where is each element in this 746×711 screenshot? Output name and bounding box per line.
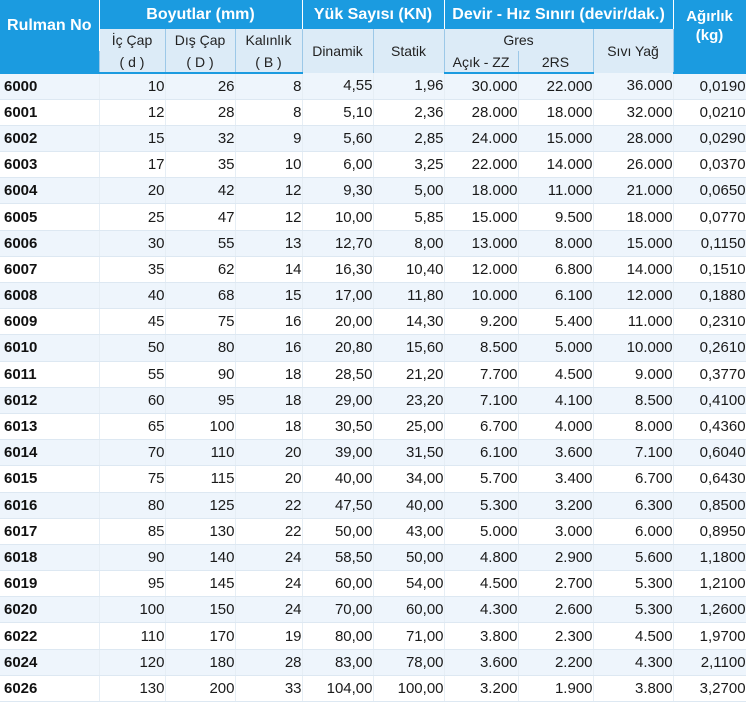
inner-diameter-cell: 30 xyxy=(99,230,165,256)
speed-open-zz-cell: 30.000 xyxy=(444,73,518,99)
static-load-cell: 43,00 xyxy=(373,518,444,544)
bearing-code-cell: 6006 xyxy=(0,230,99,256)
table-row xyxy=(0,649,746,675)
inner-diameter-cell: 10 xyxy=(99,73,165,99)
header-boyutlar: Boyutlar (mm) xyxy=(99,0,302,29)
table-row xyxy=(0,597,746,623)
static-load-cell: 60,00 xyxy=(373,597,444,623)
inner-diameter-cell: 50 xyxy=(99,335,165,361)
dynamic-load-cell: 47,50 xyxy=(302,492,373,518)
table-row xyxy=(0,413,746,439)
speed-open-zz-cell: 5.300 xyxy=(444,492,518,518)
dynamic-load-cell: 28,50 xyxy=(302,361,373,387)
speed-open-zz-cell: 4.500 xyxy=(444,571,518,597)
bearing-code-cell: 6002 xyxy=(0,125,99,151)
width-cell: 14 xyxy=(235,256,302,282)
width-cell: 9 xyxy=(235,125,302,151)
width-cell: 33 xyxy=(235,675,302,701)
bearing-code-cell: 6000 xyxy=(0,73,99,99)
speed-open-zz-cell: 3.200 xyxy=(444,675,518,701)
header-B: ( B ) xyxy=(235,51,302,73)
speed-open-zz-cell: 8.500 xyxy=(444,335,518,361)
width-cell: 19 xyxy=(235,623,302,649)
speed-open-zz-cell: 10.000 xyxy=(444,283,518,309)
speed-oil-cell: 5.300 xyxy=(593,571,673,597)
header-dinamik: Dinamik xyxy=(302,29,373,73)
speed-oil-cell: 8.500 xyxy=(593,387,673,413)
weight-cell: 0,0650 xyxy=(673,178,746,204)
table-row xyxy=(0,361,746,387)
speed-2rs-cell: 3.000 xyxy=(518,518,593,544)
speed-open-zz-cell: 5.700 xyxy=(444,466,518,492)
outer-diameter-cell: 32 xyxy=(165,125,235,151)
header-kalinlik: Kalınlık xyxy=(235,29,302,51)
weight-cell: 0,2610 xyxy=(673,335,746,361)
weight-cell: 0,1880 xyxy=(673,283,746,309)
speed-open-zz-cell: 13.000 xyxy=(444,230,518,256)
weight-cell: 1,9700 xyxy=(673,623,746,649)
inner-diameter-cell: 12 xyxy=(99,99,165,125)
speed-oil-cell: 12.000 xyxy=(593,283,673,309)
bearing-code-cell: 6012 xyxy=(0,387,99,413)
bearing-code-cell: 6019 xyxy=(0,571,99,597)
speed-oil-cell: 6.000 xyxy=(593,518,673,544)
speed-open-zz-cell: 28.000 xyxy=(444,99,518,125)
outer-diameter-cell: 80 xyxy=(165,335,235,361)
weight-cell: 1,2100 xyxy=(673,571,746,597)
width-cell: 20 xyxy=(235,466,302,492)
speed-2rs-cell: 4.500 xyxy=(518,361,593,387)
weight-cell: 0,4360 xyxy=(673,413,746,439)
speed-oil-cell: 9.000 xyxy=(593,361,673,387)
inner-diameter-cell: 45 xyxy=(99,309,165,335)
outer-diameter-cell: 55 xyxy=(165,230,235,256)
weight-cell: 0,8500 xyxy=(673,492,746,518)
bearing-code-cell: 6013 xyxy=(0,413,99,439)
speed-2rs-cell: 2.600 xyxy=(518,597,593,623)
bearing-code-cell: 6003 xyxy=(0,152,99,178)
static-load-cell: 40,00 xyxy=(373,492,444,518)
bearing-code-cell: 6008 xyxy=(0,283,99,309)
bearing-code-cell: 6022 xyxy=(0,623,99,649)
bearing-code-cell: 6014 xyxy=(0,440,99,466)
weight-cell: 0,1510 xyxy=(673,256,746,282)
table-row xyxy=(0,230,746,256)
weight-cell: 1,1800 xyxy=(673,544,746,570)
speed-2rs-cell: 3.200 xyxy=(518,492,593,518)
dynamic-load-cell: 40,00 xyxy=(302,466,373,492)
speed-open-zz-cell: 3.800 xyxy=(444,623,518,649)
outer-diameter-cell: 90 xyxy=(165,361,235,387)
static-load-cell: 10,40 xyxy=(373,256,444,282)
speed-2rs-cell: 11.000 xyxy=(518,178,593,204)
header-rulman-no-fill xyxy=(0,51,99,73)
bearing-code-cell: 6018 xyxy=(0,544,99,570)
dynamic-load-cell: 60,00 xyxy=(302,571,373,597)
bearing-code-cell: 6009 xyxy=(0,309,99,335)
static-load-cell: 21,20 xyxy=(373,361,444,387)
outer-diameter-cell: 95 xyxy=(165,387,235,413)
static-load-cell: 3,25 xyxy=(373,152,444,178)
speed-open-zz-cell: 22.000 xyxy=(444,152,518,178)
outer-diameter-cell: 35 xyxy=(165,152,235,178)
speed-oil-cell: 8.000 xyxy=(593,413,673,439)
weight-cell: 0,2310 xyxy=(673,309,746,335)
outer-diameter-cell: 75 xyxy=(165,309,235,335)
static-load-cell: 1,96 xyxy=(373,73,444,99)
outer-diameter-cell: 125 xyxy=(165,492,235,518)
speed-open-zz-cell: 15.000 xyxy=(444,204,518,230)
outer-diameter-cell: 115 xyxy=(165,466,235,492)
outer-diameter-cell: 140 xyxy=(165,544,235,570)
speed-oil-cell: 21.000 xyxy=(593,178,673,204)
inner-diameter-cell: 75 xyxy=(99,466,165,492)
weight-cell: 3,2700 xyxy=(673,675,746,701)
dynamic-load-cell: 20,80 xyxy=(302,335,373,361)
dynamic-load-cell: 104,00 xyxy=(302,675,373,701)
dynamic-load-cell: 39,00 xyxy=(302,440,373,466)
width-cell: 20 xyxy=(235,440,302,466)
static-load-cell: 11,80 xyxy=(373,283,444,309)
inner-diameter-cell: 40 xyxy=(99,283,165,309)
speed-oil-cell: 3.800 xyxy=(593,675,673,701)
width-cell: 18 xyxy=(235,413,302,439)
width-cell: 28 xyxy=(235,649,302,675)
static-load-cell: 78,00 xyxy=(373,649,444,675)
speed-oil-cell: 15.000 xyxy=(593,230,673,256)
weight-cell: 0,3770 xyxy=(673,361,746,387)
speed-2rs-cell: 3.600 xyxy=(518,440,593,466)
static-load-cell: 34,00 xyxy=(373,466,444,492)
width-cell: 18 xyxy=(235,361,302,387)
dynamic-load-cell: 4,55 xyxy=(302,73,373,99)
inner-diameter-cell: 17 xyxy=(99,152,165,178)
speed-open-zz-cell: 6.100 xyxy=(444,440,518,466)
dynamic-load-cell: 10,00 xyxy=(302,204,373,230)
bearing-code-cell: 6011 xyxy=(0,361,99,387)
inner-diameter-cell: 130 xyxy=(99,675,165,701)
weight-cell: 0,0290 xyxy=(673,125,746,151)
bearing-code-cell: 6024 xyxy=(0,649,99,675)
dynamic-load-cell: 17,00 xyxy=(302,283,373,309)
table-row xyxy=(0,623,746,649)
outer-diameter-cell: 28 xyxy=(165,99,235,125)
dynamic-load-cell: 16,30 xyxy=(302,256,373,282)
table-row xyxy=(0,152,746,178)
speed-oil-cell: 6.300 xyxy=(593,492,673,518)
speed-open-zz-cell: 7.100 xyxy=(444,387,518,413)
speed-2rs-cell: 14.000 xyxy=(518,152,593,178)
outer-diameter-cell: 200 xyxy=(165,675,235,701)
outer-diameter-cell: 145 xyxy=(165,571,235,597)
table-row xyxy=(0,492,746,518)
outer-diameter-cell: 170 xyxy=(165,623,235,649)
speed-2rs-cell: 5.000 xyxy=(518,335,593,361)
inner-diameter-cell: 25 xyxy=(99,204,165,230)
table-row xyxy=(0,99,746,125)
header-devir: Devir - Hız Sınırı (devir/dak.) xyxy=(444,0,673,29)
width-cell: 12 xyxy=(235,178,302,204)
speed-open-zz-cell: 7.700 xyxy=(444,361,518,387)
speed-2rs-cell: 4.000 xyxy=(518,413,593,439)
table-row xyxy=(0,466,746,492)
dynamic-load-cell: 6,00 xyxy=(302,152,373,178)
weight-cell: 0,4100 xyxy=(673,387,746,413)
inner-diameter-cell: 110 xyxy=(99,623,165,649)
static-load-cell: 23,20 xyxy=(373,387,444,413)
weight-cell: 0,0370 xyxy=(673,152,746,178)
inner-diameter-cell: 15 xyxy=(99,125,165,151)
static-load-cell: 2,36 xyxy=(373,99,444,125)
bearing-code-cell: 6010 xyxy=(0,335,99,361)
width-cell: 10 xyxy=(235,152,302,178)
width-cell: 8 xyxy=(235,73,302,99)
dynamic-load-cell: 70,00 xyxy=(302,597,373,623)
speed-2rs-cell: 22.000 xyxy=(518,73,593,99)
inner-diameter-cell: 55 xyxy=(99,361,165,387)
weight-cell: 1,2600 xyxy=(673,597,746,623)
static-load-cell: 14,30 xyxy=(373,309,444,335)
inner-diameter-cell: 70 xyxy=(99,440,165,466)
speed-oil-cell: 4.300 xyxy=(593,649,673,675)
bearing-code-cell: 6015 xyxy=(0,466,99,492)
speed-oil-cell: 10.000 xyxy=(593,335,673,361)
inner-diameter-cell: 90 xyxy=(99,544,165,570)
header-2rs: 2RS xyxy=(518,51,593,73)
header-gres: Gres xyxy=(444,29,593,51)
static-load-cell: 15,60 xyxy=(373,335,444,361)
width-cell: 16 xyxy=(235,309,302,335)
weight-cell: 0,8950 xyxy=(673,518,746,544)
table-row xyxy=(0,675,746,701)
speed-open-zz-cell: 6.700 xyxy=(444,413,518,439)
static-load-cell: 8,00 xyxy=(373,230,444,256)
outer-diameter-cell: 42 xyxy=(165,178,235,204)
speed-oil-cell: 36.000 xyxy=(593,73,673,99)
header-dis-cap: Dış Çap xyxy=(165,29,235,51)
width-cell: 16 xyxy=(235,335,302,361)
speed-2rs-cell: 8.000 xyxy=(518,230,593,256)
speed-2rs-cell: 2.300 xyxy=(518,623,593,649)
bearing-code-cell: 6017 xyxy=(0,518,99,544)
inner-diameter-cell: 20 xyxy=(99,178,165,204)
bearing-code-cell: 6005 xyxy=(0,204,99,230)
weight-cell: 2,1100 xyxy=(673,649,746,675)
inner-diameter-cell: 100 xyxy=(99,597,165,623)
inner-diameter-cell: 80 xyxy=(99,492,165,518)
header-rulman-no: Rulman No xyxy=(0,0,99,51)
table-row xyxy=(0,571,746,597)
bearing-code-cell: 6004 xyxy=(0,178,99,204)
speed-oil-cell: 18.000 xyxy=(593,204,673,230)
header-acik-zz: Açık - ZZ xyxy=(444,51,518,73)
inner-diameter-cell: 85 xyxy=(99,518,165,544)
dynamic-load-cell: 9,30 xyxy=(302,178,373,204)
speed-2rs-cell: 6.100 xyxy=(518,283,593,309)
speed-open-zz-cell: 18.000 xyxy=(444,178,518,204)
static-load-cell: 25,00 xyxy=(373,413,444,439)
static-load-cell: 2,85 xyxy=(373,125,444,151)
static-load-cell: 5,00 xyxy=(373,178,444,204)
static-load-cell: 100,00 xyxy=(373,675,444,701)
static-load-cell: 5,85 xyxy=(373,204,444,230)
width-cell: 13 xyxy=(235,230,302,256)
table-row xyxy=(0,256,746,282)
outer-diameter-cell: 100 xyxy=(165,413,235,439)
inner-diameter-cell: 95 xyxy=(99,571,165,597)
speed-oil-cell: 6.700 xyxy=(593,466,673,492)
outer-diameter-cell: 130 xyxy=(165,518,235,544)
speed-2rs-cell: 2.900 xyxy=(518,544,593,570)
speed-oil-cell: 5.300 xyxy=(593,597,673,623)
dynamic-load-cell: 50,00 xyxy=(302,518,373,544)
table-row xyxy=(0,283,746,309)
bearing-code-cell: 6020 xyxy=(0,597,99,623)
width-cell: 24 xyxy=(235,571,302,597)
dynamic-load-cell: 5,60 xyxy=(302,125,373,151)
speed-2rs-cell: 15.000 xyxy=(518,125,593,151)
speed-2rs-cell: 4.100 xyxy=(518,387,593,413)
speed-2rs-cell: 9.500 xyxy=(518,204,593,230)
speed-2rs-cell: 2.200 xyxy=(518,649,593,675)
speed-2rs-cell: 3.400 xyxy=(518,466,593,492)
weight-cell: 0,0190 xyxy=(673,73,746,99)
table-row xyxy=(0,125,746,151)
speed-oil-cell: 7.100 xyxy=(593,440,673,466)
inner-diameter-cell: 65 xyxy=(99,413,165,439)
header-D: ( D ) xyxy=(165,51,235,73)
header-yuk-sayisi: Yük Sayısı (KN) xyxy=(302,0,444,29)
speed-2rs-cell: 6.800 xyxy=(518,256,593,282)
width-cell: 22 xyxy=(235,518,302,544)
width-cell: 15 xyxy=(235,283,302,309)
table-row xyxy=(0,309,746,335)
width-cell: 22 xyxy=(235,492,302,518)
dynamic-load-cell: 80,00 xyxy=(302,623,373,649)
header-d: ( d ) xyxy=(99,51,165,73)
bearing-code-cell: 6007 xyxy=(0,256,99,282)
weight-cell: 0,6040 xyxy=(673,440,746,466)
speed-2rs-cell: 18.000 xyxy=(518,99,593,125)
inner-diameter-cell: 60 xyxy=(99,387,165,413)
header-sivi-yag: Sıvı Yağ xyxy=(593,29,673,73)
header-agirlik-fill xyxy=(673,51,746,73)
speed-open-zz-cell: 5.000 xyxy=(444,518,518,544)
outer-diameter-cell: 110 xyxy=(165,440,235,466)
table-body xyxy=(0,73,746,702)
bearing-code-cell: 6001 xyxy=(0,99,99,125)
header-agirlik: Ağırlık (kg) xyxy=(673,0,746,51)
bearing-code-cell: 6026 xyxy=(0,675,99,701)
table-row xyxy=(0,544,746,570)
inner-diameter-cell: 35 xyxy=(99,256,165,282)
outer-diameter-cell: 150 xyxy=(165,597,235,623)
bearing-code-cell: 6016 xyxy=(0,492,99,518)
outer-diameter-cell: 26 xyxy=(165,73,235,99)
outer-diameter-cell: 47 xyxy=(165,204,235,230)
speed-open-zz-cell: 24.000 xyxy=(444,125,518,151)
static-load-cell: 31,50 xyxy=(373,440,444,466)
table-row xyxy=(0,73,746,99)
dynamic-load-cell: 30,50 xyxy=(302,413,373,439)
width-cell: 18 xyxy=(235,387,302,413)
outer-diameter-cell: 68 xyxy=(165,283,235,309)
speed-oil-cell: 26.000 xyxy=(593,152,673,178)
speed-oil-cell: 32.000 xyxy=(593,99,673,125)
table-row xyxy=(0,387,746,413)
speed-oil-cell: 28.000 xyxy=(593,125,673,151)
speed-2rs-cell: 5.400 xyxy=(518,309,593,335)
dynamic-load-cell: 12,70 xyxy=(302,230,373,256)
width-cell: 12 xyxy=(235,204,302,230)
speed-oil-cell: 4.500 xyxy=(593,623,673,649)
static-load-cell: 54,00 xyxy=(373,571,444,597)
dynamic-load-cell: 20,00 xyxy=(302,309,373,335)
speed-open-zz-cell: 4.300 xyxy=(444,597,518,623)
speed-oil-cell: 5.600 xyxy=(593,544,673,570)
speed-open-zz-cell: 3.600 xyxy=(444,649,518,675)
static-load-cell: 50,00 xyxy=(373,544,444,570)
outer-diameter-cell: 62 xyxy=(165,256,235,282)
speed-open-zz-cell: 12.000 xyxy=(444,256,518,282)
dynamic-load-cell: 5,10 xyxy=(302,99,373,125)
weight-cell: 0,0210 xyxy=(673,99,746,125)
table-row xyxy=(0,440,746,466)
width-cell: 24 xyxy=(235,597,302,623)
speed-open-zz-cell: 9.200 xyxy=(444,309,518,335)
weight-cell: 0,0770 xyxy=(673,204,746,230)
speed-oil-cell: 11.000 xyxy=(593,309,673,335)
width-cell: 8 xyxy=(235,99,302,125)
dynamic-load-cell: 29,00 xyxy=(302,387,373,413)
weight-cell: 0,1150 xyxy=(673,230,746,256)
speed-oil-cell: 14.000 xyxy=(593,256,673,282)
inner-diameter-cell: 120 xyxy=(99,649,165,675)
weight-cell: 0,6430 xyxy=(673,466,746,492)
speed-open-zz-cell: 4.800 xyxy=(444,544,518,570)
header-statik: Statik xyxy=(373,29,444,73)
speed-2rs-cell: 2.700 xyxy=(518,571,593,597)
table-row xyxy=(0,518,746,544)
table-row xyxy=(0,335,746,361)
dynamic-load-cell: 83,00 xyxy=(302,649,373,675)
static-load-cell: 71,00 xyxy=(373,623,444,649)
header-ic-cap: İç Çap xyxy=(99,29,165,51)
speed-2rs-cell: 1.900 xyxy=(518,675,593,701)
width-cell: 24 xyxy=(235,544,302,570)
table-row xyxy=(0,204,746,230)
table-row xyxy=(0,178,746,204)
dynamic-load-cell: 58,50 xyxy=(302,544,373,570)
outer-diameter-cell: 180 xyxy=(165,649,235,675)
